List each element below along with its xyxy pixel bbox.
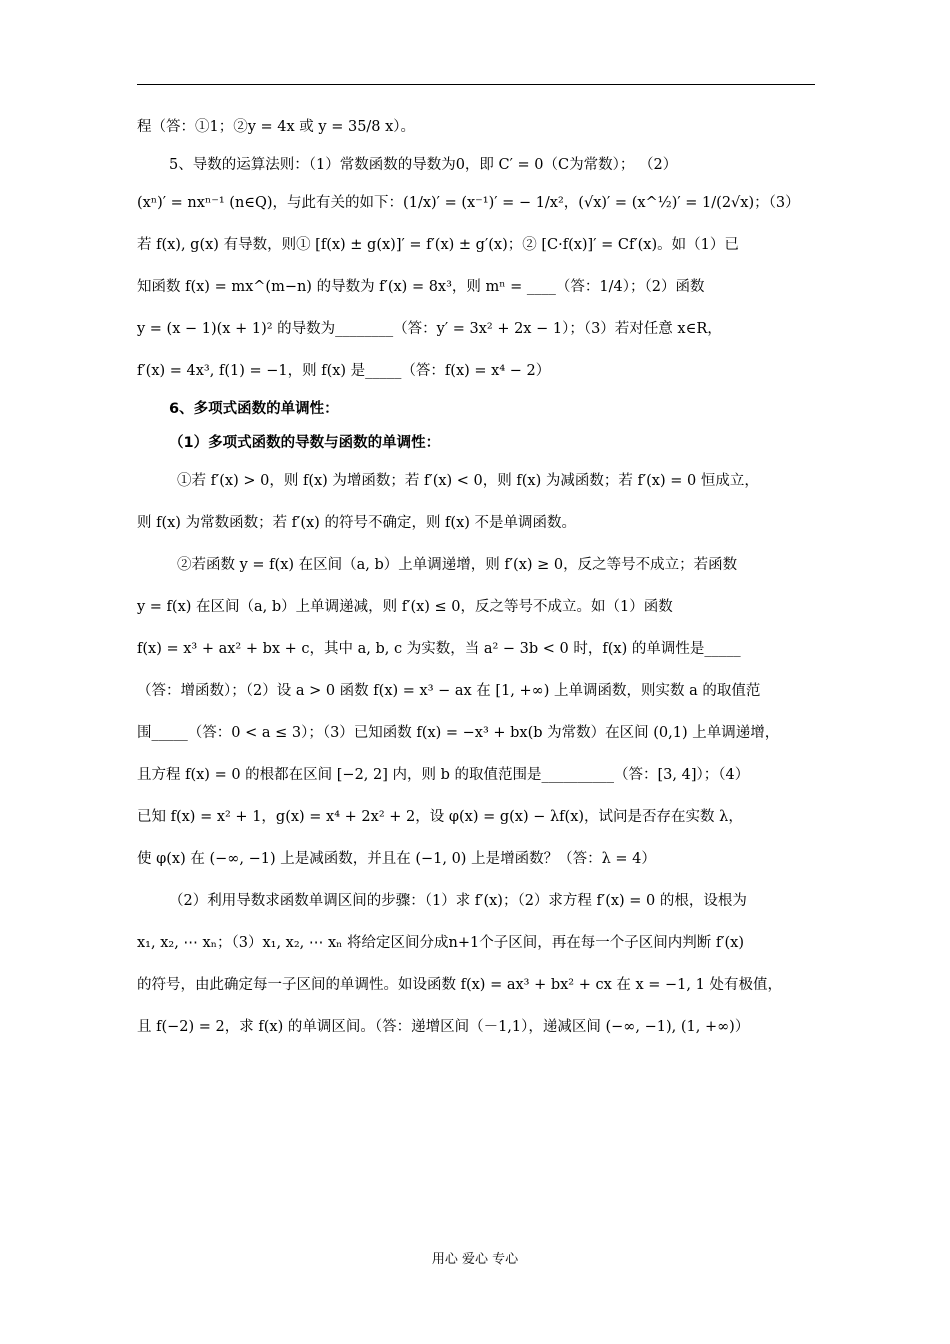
text-line: (xⁿ)′ = nxⁿ⁻¹ (n∈Q)，与此有关的如下：(1/x)′ = (x⁻¹)′ = − 1/x²，(√x)′ = (x^½)′ = 1/(2√x)；（3）: [137, 195, 800, 211]
text-line: 若 f(x), g(x) 有导数，则① [f(x) ± g(x)]′ = f′(x) ± g′(x)；② [C·f(x)]′ = Cf′(x)。如（1）已: [137, 237, 739, 253]
text-line: x₁, x₂, ⋯ xₙ；（3）x₁, x₂, ⋯ xₙ 将给定区间分成n+1个子区间，再在每一个子区间内判断 f′(x): [137, 935, 745, 951]
text-line: y = (x − 1)(x + 1)² 的导数为________（答：y′ = 3x² + 2x − 1）；（3）若对任意 x∈R，: [137, 321, 722, 337]
text-line: （答：增函数）；（2）设 a > 0 函数 f(x) = x³ − ax 在 [1, +∞) 上单调函数，则实数 a 的取值范: [137, 683, 761, 699]
text-line: f(x) = x³ + ax² + bx + c，其中 a, b, c 为实数，当 a² − 3b < 0 时，f(x) 的单调性是_____: [137, 641, 741, 657]
text-line: 使 φ(x) 在 (−∞, −1) 上是减函数，并且在 (−1, 0) 上是增函数？（答：λ = 4）: [137, 851, 656, 867]
document-body: [137, 106, 815, 1048]
text-line: ②若函数 y = f(x) 在区间（a, b）上单调递增，则 f′(x) ≥ 0，反之等号不成立；若函数: [177, 557, 738, 573]
text-line: y = f(x) 在区间（a, b）上单调递减，则 f′(x) ≤ 0，反之等号不成立。如（1）函数: [137, 599, 673, 615]
subsection-heading-steps: （2）利用导数求函数单调区间的步骤：（1）求 f′(x)；（2）求方程 f′(x) = 0 的根，设根为: [169, 893, 747, 909]
text-line: 程（答：①1；②y = 4x 或 y = 35/8 x）。: [137, 119, 416, 135]
text-line: 则 f(x) 为常数函数；若 f′(x) 的符号不确定，则 f(x) 不是单调函数。: [137, 515, 577, 531]
header-rule: [137, 84, 815, 85]
page-footer: 用心 爱心 专心: [431, 1252, 519, 1267]
text-line: 已知 f(x) = x² + 1，g(x) = x⁴ + 2x² + 2，设 φ(x) = g(x) − λf(x)，试问是否存在实数 λ，: [137, 809, 743, 825]
text-line: f′(x) = 4x³, f(1) = −1，则 f(x) 是_____（答：f(x) = x⁴ − 2）: [137, 363, 551, 379]
text-line: ①若 f′(x) > 0，则 f(x) 为增函数；若 f′(x) < 0，则 f(x) 为减函数；若 f′(x) = 0 恒成立，: [177, 473, 759, 489]
text-line: 知函数 f(x) = mx^(m−n) 的导数为 f′(x) = 8x³，则 mⁿ = ____（答：1/4）；（2）函数: [137, 279, 705, 295]
text-line: 围_____（答：0 < a ≤ 3）；（3）已知函数 f(x) = −x³ + bx(b 为常数）在区间 (0,1) 上单调递增，: [137, 725, 780, 741]
section-heading-derivative-rules: 5、导数的运算法则：（1）常数函数的导数为0，即 C′ = 0（C为常数）； （2）: [169, 157, 678, 173]
section-heading-monotonicity: 6、多项式函数的单调性：: [169, 401, 339, 417]
text-line: 且方程 f(x) = 0 的根都在区间 [−2, 2] 内，则 b 的取值范围是__________（答：[3, 4]）；（4）: [137, 767, 750, 783]
text-line: 且 f(−2) = 2，求 f(x) 的单调区间。（答：递增区间（－1,1），递减区间 (−∞, −1), (1, +∞)）: [137, 1019, 750, 1035]
subsection-heading: （1）多项式函数的导数与函数的单调性：: [169, 435, 441, 451]
text-line: 的符号，由此确定每一子区间的单调性。如设函数 f(x) = ax³ + bx² + cx 在 x = −1, 1 处有极值，: [137, 977, 782, 993]
